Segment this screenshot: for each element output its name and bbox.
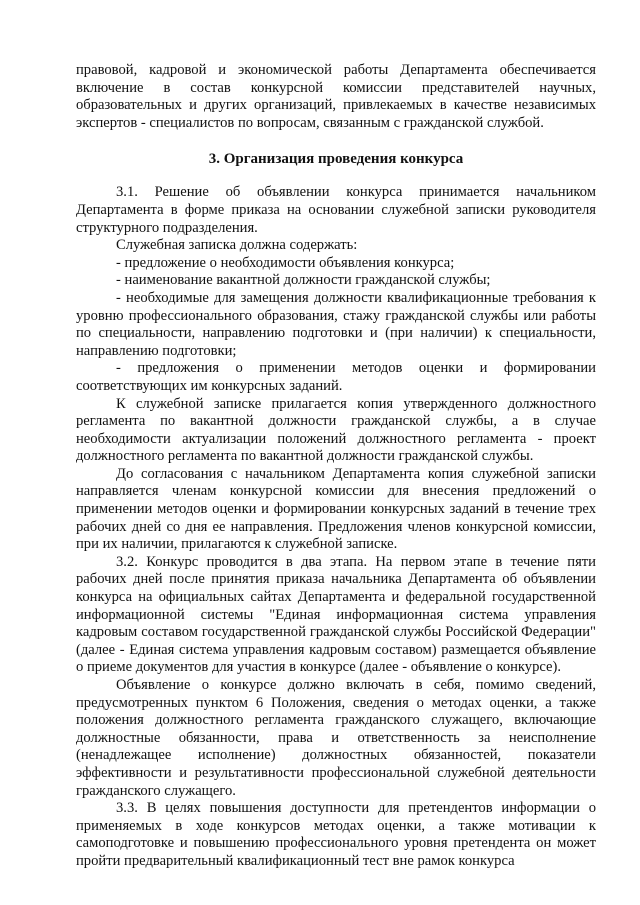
memo-item-2: - наименование вакантной должности гражданской службы; [116,272,491,289]
paragraph-3-1: 3.1. Решение об объявлении конкурса принимается начальником Департамента в форме приказа на основании служебной записки руководителя структурного подразделения. [76,184,596,236]
announcement-paragraph: Объявление о конкурсе должно включать в себя, помимо сведений, предусмотренных пунктом 6 Положения, сведения о методах оценки, а также положения должностного регламента гражданского служащего, включающие должностные обязанности, права и ответственность за неисполнение (ненадлежащее исполнение) должностных обязанностей, показатели эффективности и результативности профессиональной служебной деятельности гражданского служащего. [76,677,596,799]
section-title: 3. Организация проведения конкурса [208,151,464,168]
attachment-paragraph: К служебной записке прилагается копия утвержденного должностного регламента по вакантной должности гражданской службы, а в случае необходимости актуализации положений должностного регламента - проект должностного регламента по вакантной должности гражданской службы. [76,395,596,465]
memo-item-1: - предложение о необходимости объявления конкурса; [116,254,455,271]
paragraph-3-3: 3.3. В целях повышения доступности для претендентов информации о применяемых в ходе конкурсов методах оценки, а также мотивации к самоподготовке и повышению профессионального уровня претендента он может пройти предварительный квалификационный тест вне рамок конкурса [76,800,596,869]
approval-paragraph: До согласования с начальником Департамента копия служебной записки направляется членам конкурсной комиссии для внесения предложений о применении методов оценки и формировании конкурсных заданий в течение трех рабочих дней со дня ее направления. Предложения членов конкурсной комиссии, при их наличии, прилагаются к служебной записке. [76,465,596,553]
intro-paragraph: правовой, кадровой и экономической работы Департамента обеспечивается включение в состав конкурсной комиссии представителей научных, образовательных и других организаций, привлекаемых в качестве независимых экспертов - специалистов по вопросам, связанным с гражданской службой. [76,62,596,131]
memo-item-4: - предложения о применении методов оценки и формировании соответствующих им конкурсных заданий. [76,360,596,394]
memo-item-3: - необходимые для замещения должности квалификационные требования к уровню профессионального образования, стажу гражданской службы или работы по специальности, направлению подготовки и (при наличии) к специальности, направлению подготовки; [76,289,596,359]
memo-intro: Служебная записка должна содержать: [116,237,358,254]
paragraph-3-2: 3.2. Конкурс проводится в два этапа. На первом этапе в течение пяти рабочих дней после принятия приказа начальника Департамента об объявлении конкурса на официальных сайтах Департамента и федеральной государственной информационной системы "Единая информационная система управления кадровым составом государственной гражданской службы Российской Федерации" (далее - Единая система управления кадровым составом) размещается объявление о приеме документов для участия в конкурсе (далее - объявление о конкурсе). [76,553,596,676]
